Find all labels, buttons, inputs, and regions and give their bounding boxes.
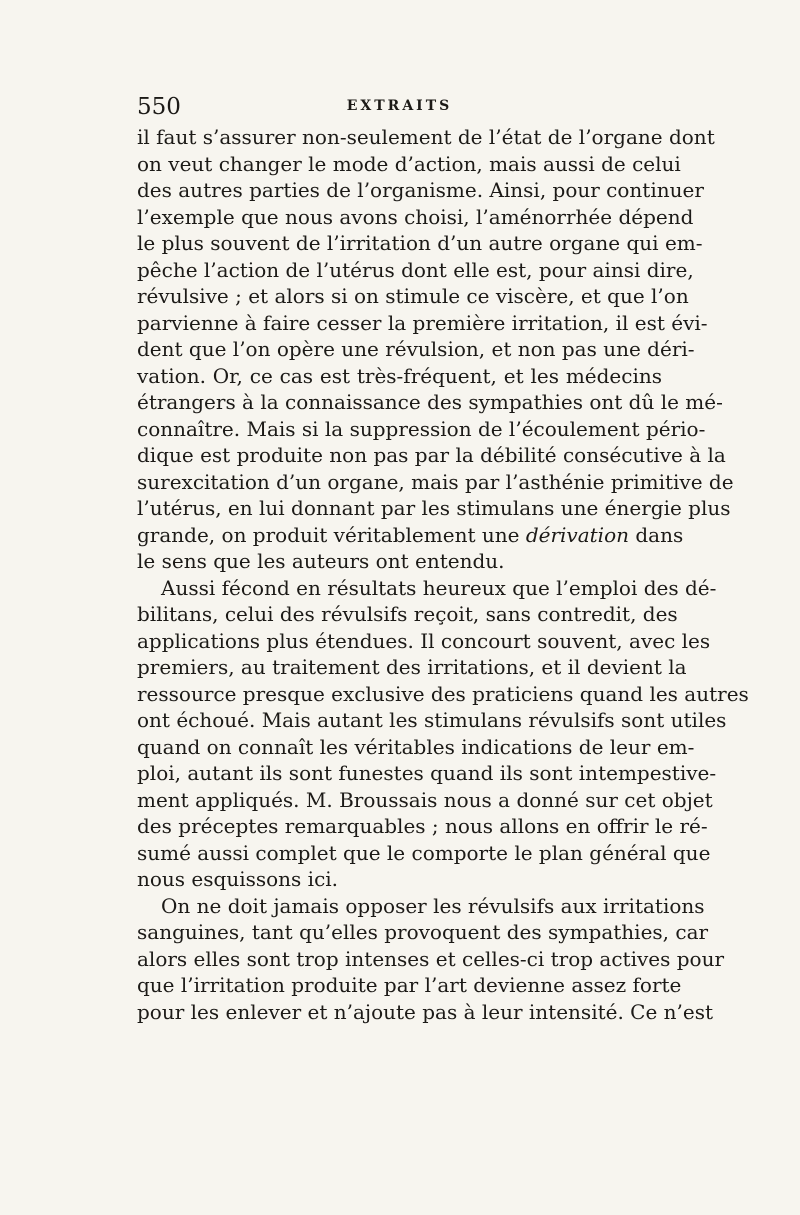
text-line: premiers, au traitement des irritations, et il devient la: [137, 655, 687, 679]
text-line: dique est produite non pas par la débilité consécutive à la: [137, 443, 726, 467]
text-line: nous esquissons ici.: [137, 867, 339, 891]
emphasis-derivation: dérivation: [525, 522, 629, 547]
text-line: il faut s’assurer non-seulement de l’état de l’organe dont: [137, 125, 715, 149]
text-line: pêche l’action de l’utérus dont elle est, pour ainsi dire,: [137, 257, 694, 282]
text-line: que l’irritation produite par l’art devienne assez forte: [137, 973, 682, 997]
text-line: ploi, autant ils sont funestes quand ils sont intempestive-: [137, 761, 717, 785]
body-text: [137, 124, 749, 1025]
text-line: ressource presque exclusive des praticiens quand les autres: [137, 681, 749, 706]
text-line: le sens que les auteurs ont entendu.: [137, 549, 505, 573]
text-run: dans: [629, 522, 684, 547]
paragraph-start-line: Aussi fécond en résultats heureux que l’emploi des dé-: [161, 575, 717, 600]
page-header: [137, 94, 662, 124]
text-line: quand on connaît les véritables indications de leur em-: [137, 734, 695, 759]
text-line: surexcitation d’un organe, mais par l’asthénie primitive de: [137, 469, 734, 494]
text-line: on veut changer le mode d’action, mais aussi de celui: [137, 151, 681, 176]
text-line: vation. Or, ce cas est très-fréquent, et les médecins: [137, 363, 662, 388]
text-line: sanguines, tant qu’elles provoquent des sympathies, car: [137, 920, 709, 944]
text-line: pour les enlever et n’ajoute pas à leur intensité. Ce n’est: [137, 999, 714, 1024]
text-line: dent que l’on opère une révulsion, et non pas une déri-: [137, 337, 695, 361]
text-line: des préceptes remarquables ; nous allons en offrir le ré-: [137, 814, 708, 838]
text-line: sumé aussi complet que le comporte le plan général que: [137, 840, 711, 865]
text-line: connaître. Mais si la suppression de l’écoulement pério-: [137, 416, 706, 441]
text-line: révulsive ; et alors si on stimule ce viscère, et que l’on: [137, 284, 689, 308]
text-line: l’utérus, en lui donnant par les stimulans une énergie plus: [137, 496, 731, 520]
running-head: EXTRAITS: [346, 98, 453, 114]
text-line: ont échoué. Mais autant les stimulans révulsifs sont utiles: [137, 708, 727, 732]
text-line-with-emphasis: [137, 522, 684, 549]
text-line: ment appliqués. M. Broussais nous a donné sur cet objet: [137, 787, 713, 812]
text-line: parvienne à faire cesser la première irritation, il est évi-: [137, 310, 708, 335]
text-line: l’exemple que nous avons choisi, l’aménorrhée dépend: [137, 204, 694, 229]
text-line: alors elles sont trop intenses et celles-ci trop actives pour: [137, 946, 725, 971]
paragraph-start-line: On ne doit jamais opposer les révulsifs aux irritations: [161, 893, 705, 918]
page-number: 550: [137, 94, 181, 120]
text-line: bilitans, celui des révulsifs reçoit, sans contredit, des: [137, 602, 678, 626]
text-line: le plus souvent de l’irritation d’un autre organe qui em-: [137, 231, 703, 255]
text-line: des autres parties de l’organisme. Ainsi, pour continuer: [137, 178, 704, 202]
text-line: applications plus étendues. Il concourt souvent, avec les: [137, 628, 711, 653]
text-line: étrangers à la connaissance des sympathies ont dû le mé-: [137, 390, 723, 414]
text-run: grande, on produit véritablement une: [137, 522, 526, 547]
